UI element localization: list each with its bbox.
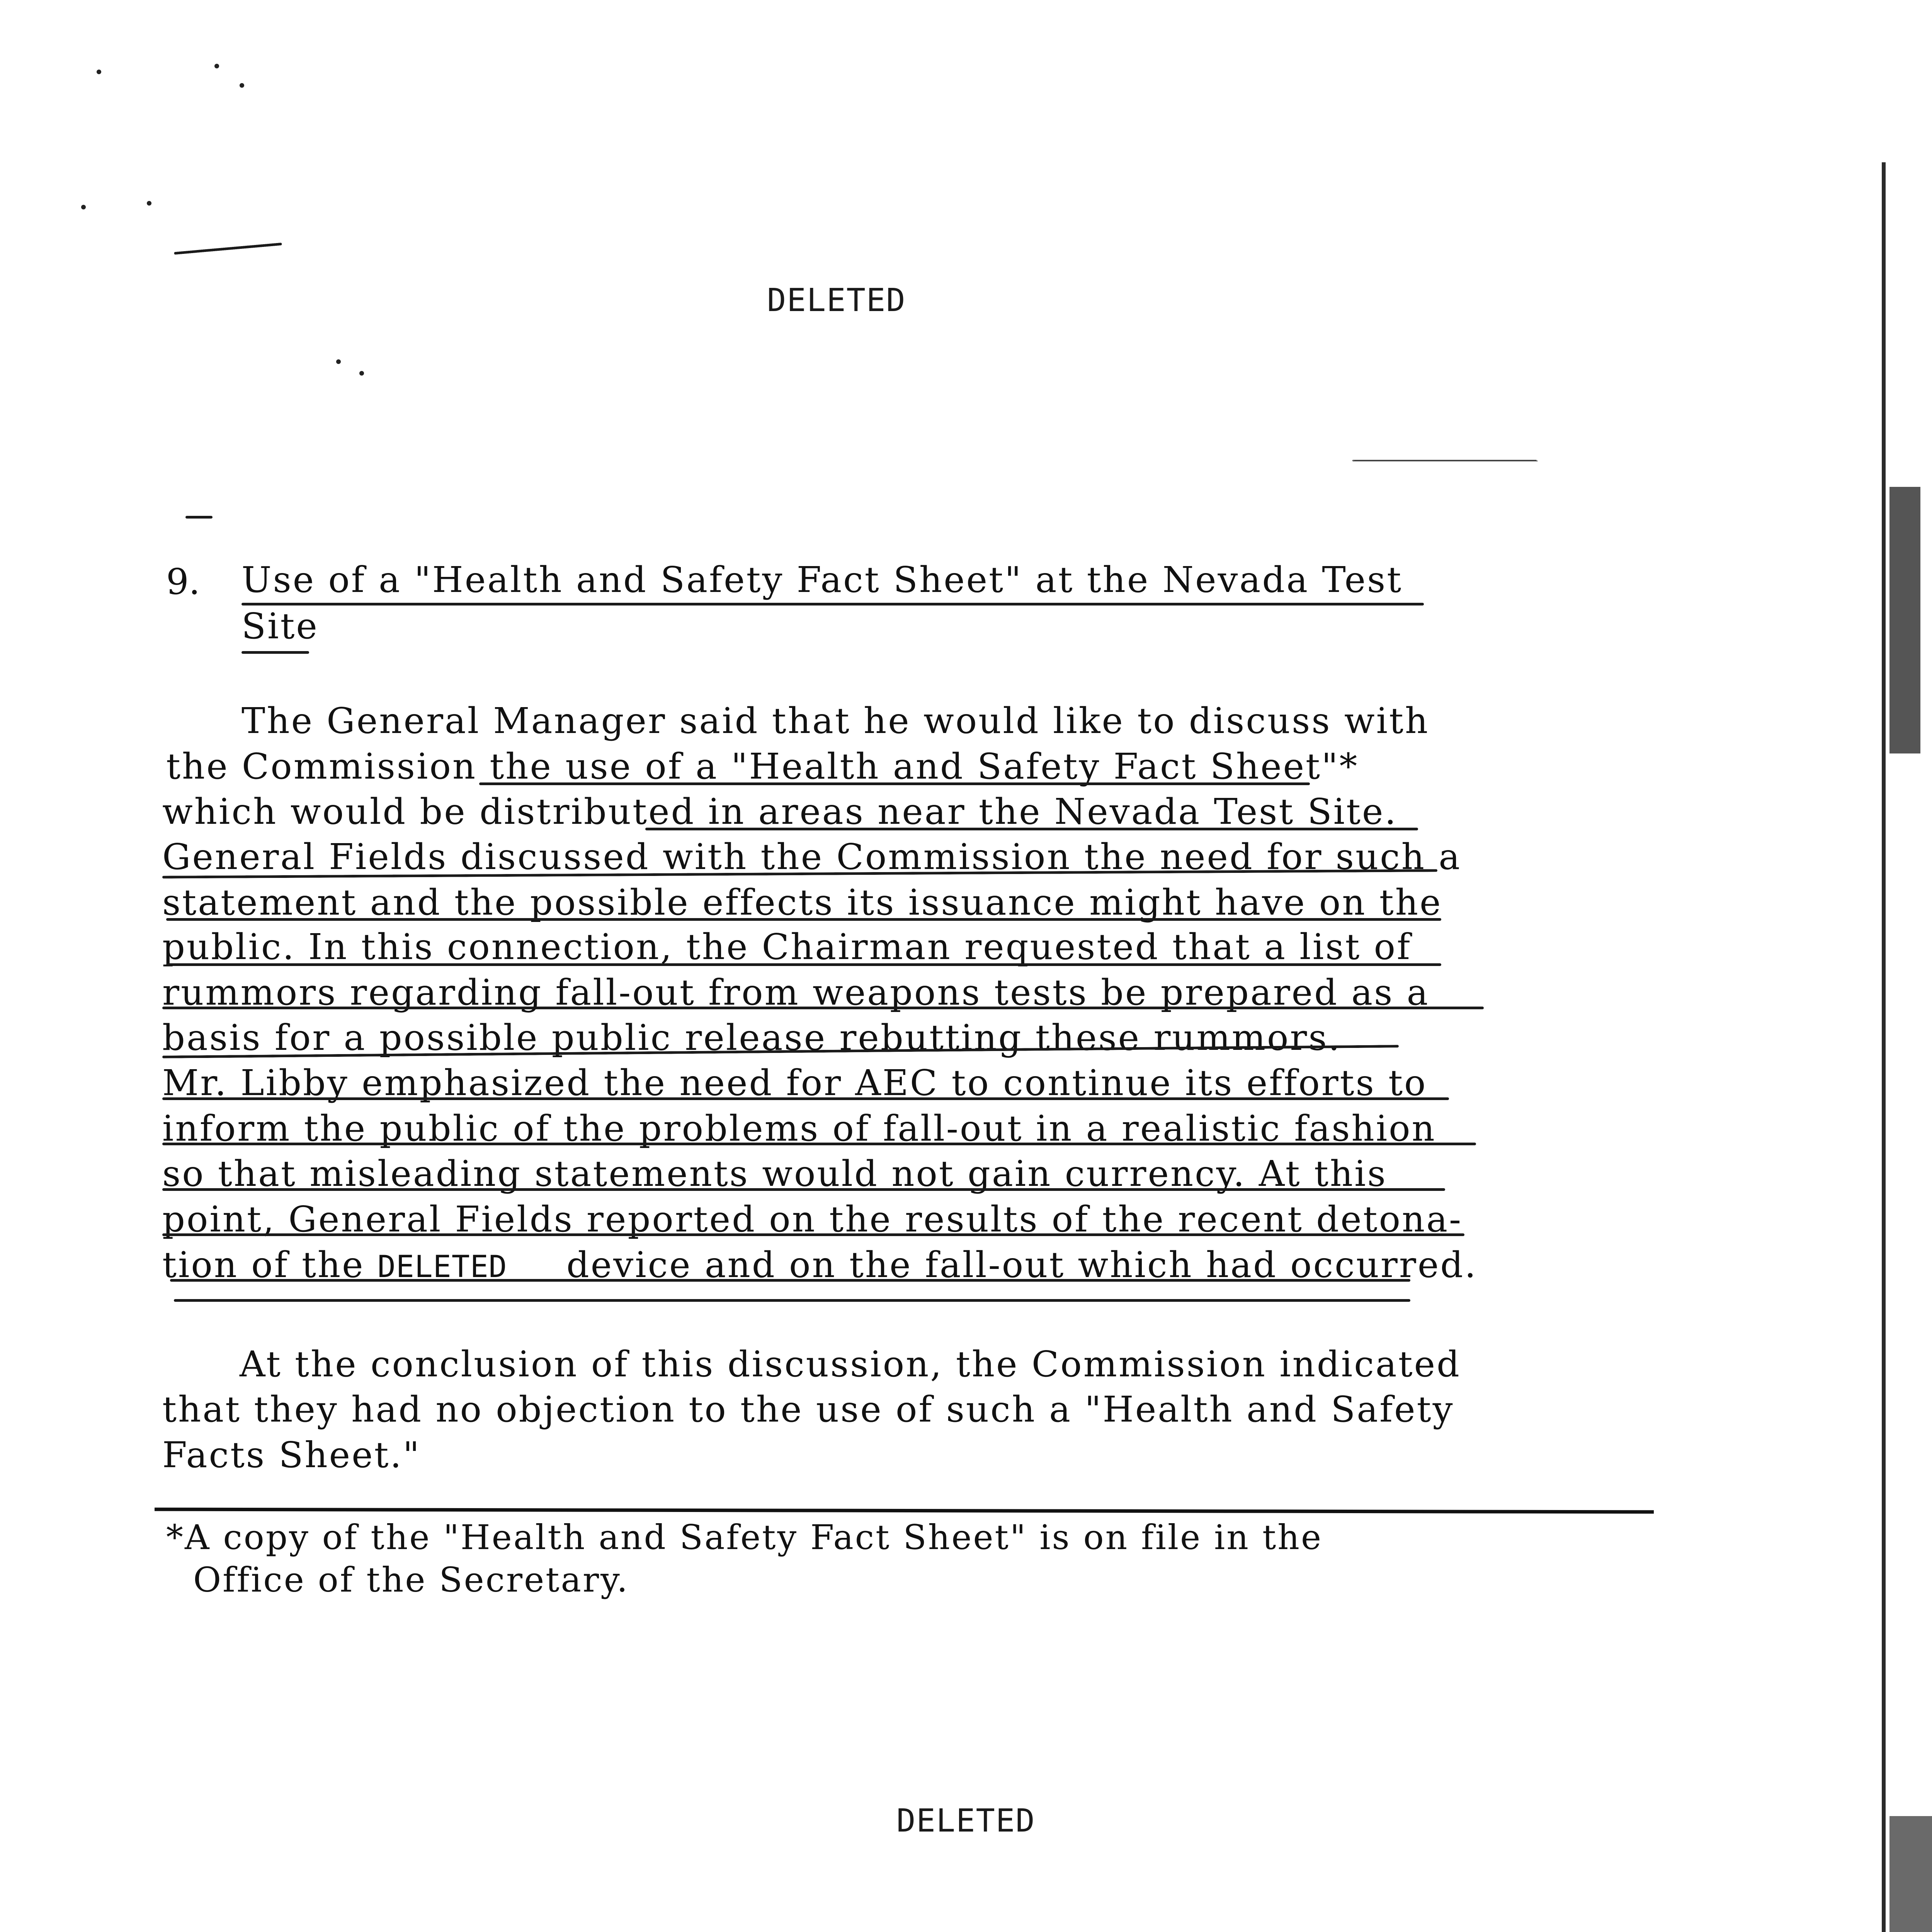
scan-speck — [359, 371, 364, 376]
scan-speck — [147, 201, 151, 206]
paragraph1-line: statement and the possible effects its issuance might have on the — [162, 882, 1442, 923]
hand-underline — [170, 1279, 1410, 1282]
hand-underline — [162, 1188, 1445, 1191]
hand-underline — [479, 782, 1310, 785]
hand-underline — [174, 1299, 1410, 1302]
scan-speck — [214, 64, 219, 68]
title-underline — [242, 603, 1424, 605]
scan-speck — [336, 359, 341, 364]
paragraph1-line: point, General Fields reported on the results of the recent detona- — [162, 1199, 1463, 1240]
item-number: 9. — [166, 561, 200, 602]
scan-edge-band — [1889, 487, 1920, 753]
scan-mark — [1352, 460, 1538, 461]
paragraph1-line: Mr. Libby emphasized the need for AEC to continue its efforts to — [162, 1062, 1427, 1104]
hand-underline — [162, 1233, 1464, 1236]
paragraph1-line: The General Manager said that he would like to discuss with — [242, 700, 1430, 742]
scan-edge-line — [1882, 162, 1886, 1932]
paragraph2-line: At the conclusion of this discussion, the Commission indicated — [240, 1344, 1461, 1385]
hand-underline — [162, 1097, 1449, 1100]
scan-speck — [97, 70, 101, 74]
scan-mark — [185, 516, 213, 519]
hand-underline — [166, 963, 1441, 966]
item-title-line1: Use of a "Health and Safety Fact Sheet" at the Nevada Test — [242, 559, 1403, 600]
paragraph1-last-suffix: device and on the fall-out which had occurred. — [566, 1244, 1478, 1286]
hand-underline — [162, 1143, 1476, 1145]
scan-speck — [81, 205, 86, 209]
scan-speck — [240, 83, 244, 88]
deleted-marker-top: DELETED — [767, 282, 906, 319]
paragraph1-line: public. In this connection, the Chairman requested that a list of — [162, 926, 1412, 968]
paragraph2-line: that they had no objection to the use of such a "Health and Safety — [162, 1389, 1454, 1430]
paragraph1-line: General Fields discussed with the Commission the need for such a — [162, 836, 1462, 878]
paragraph1-line: rummors regarding fall-out from weapons tests be prepared as a — [162, 972, 1430, 1013]
item-title-line2: Site — [242, 605, 319, 647]
hand-underline — [645, 828, 1418, 830]
hand-underline — [162, 1007, 1484, 1009]
paragraph1-line: which would be distributed in areas near the Nevada Test Site. — [162, 791, 1398, 832]
paragraph1-line: inform the public of the problems of fall-out in a realistic fashion — [162, 1108, 1436, 1149]
paragraph2-line: Facts Sheet." — [162, 1434, 421, 1476]
paragraph1-last-line — [162, 1244, 1478, 1286]
footnote-rule — [155, 1508, 1654, 1514]
paragraph1-line: the Commission the use of a "Health and Safety Fact Sheet"* — [166, 746, 1359, 787]
title-underline — [242, 651, 309, 654]
paragraph1-last-prefix: tion of the — [162, 1244, 365, 1286]
hand-underline — [166, 918, 1441, 921]
deleted-marker-middle: DELETED — [896, 1803, 1036, 1839]
deleted-marker-inline: DELETED — [377, 1250, 507, 1284]
footnote-line1: *A copy of the "Health and Safety Fact Sheet" is on file in the — [166, 1517, 1323, 1557]
paragraph1-line: so that misleading statements would not gain currency. At this — [162, 1153, 1387, 1194]
scan-mark — [174, 243, 282, 255]
footnote-line2: Office of the Secretary. — [193, 1560, 629, 1600]
scan-edge-band — [1889, 1816, 1932, 1932]
paragraph1-line: basis for a possible public release rebutting these rummors. — [162, 1017, 1341, 1058]
